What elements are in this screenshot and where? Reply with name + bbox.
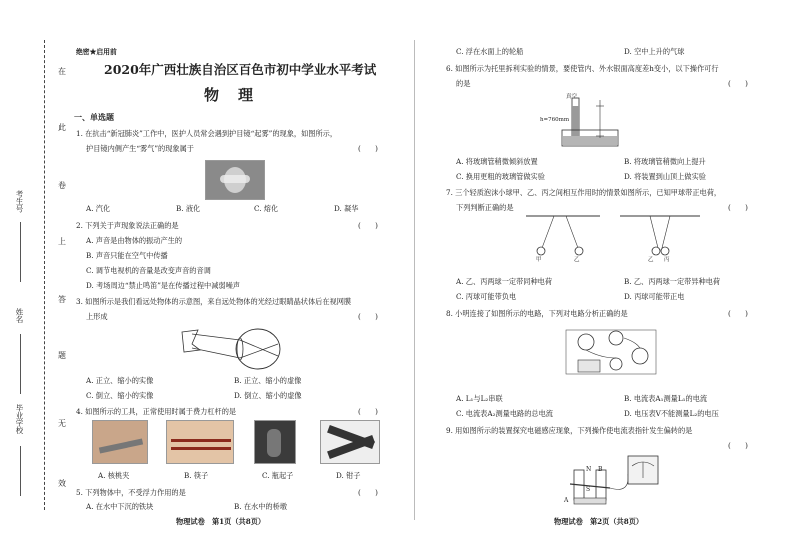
q7-stem-line1: 7. 三个轻质泡沫小球甲、乙、丙之间相互作用时的情景如图所示，已知甲球带正电荷， xyxy=(446,188,722,197)
q7-answer-paren[interactable]: ( ) xyxy=(728,203,748,212)
student-id-label: 考生号 xyxy=(15,190,24,213)
name-label: 姓名 xyxy=(15,308,24,323)
q7-option-c[interactable]: C. 丙球可能带负电 xyxy=(456,292,517,301)
q2-stem: 2. 下列关于声现象说法正确的是 xyxy=(76,221,179,230)
q1-option-b[interactable]: B. 液化 xyxy=(176,204,201,213)
section-heading: 一、单选题 xyxy=(74,112,114,122)
school-label: 毕业学校 xyxy=(15,404,24,434)
q1-option-d[interactable]: D. 凝华 xyxy=(334,204,359,213)
page1-footer: 物理试卷 第1页（共8页） xyxy=(176,517,266,526)
q9-stem: 9. 用如图所示的装置探究电磁感应现象，下列操作使电流表指针发生偏转的是 xyxy=(446,426,693,435)
student-id-field[interactable] xyxy=(20,222,21,282)
q9-answer-paren[interactable]: ( ) xyxy=(728,441,748,450)
q6-stem-line2: 的是 xyxy=(456,79,471,88)
seal-char: 此 xyxy=(58,123,66,132)
ball-label-jia: 甲 xyxy=(536,257,542,263)
seal-char: 卷 xyxy=(58,181,66,190)
torricelli-apparatus xyxy=(560,94,630,150)
bottle-opener-photo xyxy=(254,420,296,464)
q1-option-a[interactable]: A. 汽化 xyxy=(86,204,111,213)
q1-stem-line2: 护目镜内侧产生“雾气”的现象属于 xyxy=(86,144,194,153)
q3-option-d[interactable]: D. 倒立、缩小的虚像 xyxy=(234,391,302,400)
page-divider xyxy=(414,40,415,520)
q1-stem-line1: 1. 在抗击“新冠肺炎”工作中，医护人员常会遇到护目镜“起雾”的现象，如图所示， xyxy=(76,129,338,138)
q2-option-b[interactable]: B. 声音只能在空气中传播 xyxy=(86,251,168,260)
seal-char: 无 xyxy=(58,419,66,428)
chopsticks-photo xyxy=(166,420,234,464)
q2-answer-paren[interactable]: ( ) xyxy=(358,221,378,230)
q5-stem: 5. 下列物体中，不受浮力作用的是 xyxy=(76,488,186,497)
q8-option-b[interactable]: B. 电流表A₁测量L₁的电流 xyxy=(624,394,708,403)
q6-option-b[interactable]: B. 将玻璃管稍微向上提升 xyxy=(624,157,706,166)
q8-option-d[interactable]: D. 电压表V不能测量L₂的电压 xyxy=(624,409,719,418)
q5-option-c[interactable]: C. 浮在水面上的轮船 xyxy=(456,47,524,56)
q6-option-a[interactable]: A. 将玻璃管稍微倾斜放置 xyxy=(456,157,538,166)
subject-title: 物 理 xyxy=(204,86,256,104)
q3-option-c[interactable]: C. 倒立、缩小的实像 xyxy=(86,391,154,400)
ball-label-yi: 乙 xyxy=(574,257,580,263)
q5-option-a[interactable]: A. 在水中下沉的铁块 xyxy=(86,502,154,511)
seal-char: 在 xyxy=(58,67,66,76)
q3-answer-paren[interactable]: ( ) xyxy=(358,312,378,321)
q5-option-b[interactable]: B. 在水中的桥墩 xyxy=(234,502,287,511)
confidential-mark: 绝密★启用前 xyxy=(76,48,117,56)
q2-option-c[interactable]: C. 调节电视机的音量是改变声音的音调 xyxy=(86,266,211,275)
wire-a-label: A xyxy=(564,497,569,504)
school-field[interactable] xyxy=(20,446,21,496)
q4-option-c[interactable]: C. 瓶起子 xyxy=(262,471,294,480)
q7-option-d[interactable]: D. 丙球可能带正电 xyxy=(624,292,685,301)
seal-char: 效 xyxy=(58,479,66,488)
seal-char: 题 xyxy=(58,351,66,360)
q8-option-c[interactable]: C. 电流表A₂测量电路的总电流 xyxy=(456,409,553,418)
q7-option-b[interactable]: B. 乙、丙两球一定带异种电荷 xyxy=(624,277,721,286)
q6-option-d[interactable]: D. 将装置到山顶上做实验 xyxy=(624,172,706,181)
page2-footer: 物理试卷 第2页（共8页） xyxy=(554,517,644,526)
q3-stem-line1: 3. 如图所示是我们看远处物体的示意图，来自远处物体的光经过眼睛晶状体后在视网膜 xyxy=(76,297,352,306)
goggles-fog-photo xyxy=(205,160,265,200)
circuit-diagram xyxy=(556,322,666,382)
q4-option-d[interactable]: D. 钳子 xyxy=(336,471,361,480)
charged-balls-diagram xyxy=(520,212,720,264)
magnet-s-label: S xyxy=(586,486,591,493)
nutcracker-photo xyxy=(92,420,148,464)
q4-answer-paren[interactable]: ( ) xyxy=(358,407,378,416)
q3-option-a[interactable]: A. 正立、缩小的实像 xyxy=(86,376,154,385)
q8-answer-paren[interactable]: ( ) xyxy=(728,309,748,318)
q3-stem-line2: 上形成 xyxy=(86,312,108,321)
seal-char: 答 xyxy=(58,295,66,304)
q1-answer-paren[interactable]: ( ) xyxy=(358,144,378,153)
q5-option-d[interactable]: D. 空中上升的气球 xyxy=(624,47,685,56)
wire-b-label: B xyxy=(598,466,603,473)
ball-label-yi-2: 乙 xyxy=(648,257,654,263)
binding-line xyxy=(44,40,45,510)
q6-stem-line1: 6. 如图所示为托里拆利实验的情景，要使管内、外水银面高度差h变小，以下操作可行 xyxy=(446,64,719,73)
q6-option-c[interactable]: C. 换用更粗的玻璃管做实验 xyxy=(456,172,545,181)
q7-stem-line2: 下列判断正确的是 xyxy=(456,203,514,212)
induction-apparatus xyxy=(570,454,670,510)
eye-ray-diagram xyxy=(178,326,288,372)
height-label: h=760mm xyxy=(540,117,570,123)
pliers-photo xyxy=(320,420,380,464)
q3-option-b[interactable]: B. 正立、缩小的虚像 xyxy=(234,376,302,385)
q6-answer-paren[interactable]: ( ) xyxy=(728,79,748,88)
exam-title: 2020年广西壮族自治区百色市初中学业水平考试 xyxy=(104,62,377,77)
q5-answer-paren[interactable]: ( ) xyxy=(358,488,378,497)
q2-option-a[interactable]: A. 声音是由物体的振动产生的 xyxy=(86,236,183,245)
magnet-n-label: N xyxy=(586,466,592,473)
q1-option-c[interactable]: C. 熔化 xyxy=(254,204,279,213)
q8-option-a[interactable]: A. L₁与L₂串联 xyxy=(456,394,503,403)
q4-option-b[interactable]: B. 筷子 xyxy=(184,471,209,480)
vacuum-label: 真空 xyxy=(566,94,578,100)
name-field[interactable] xyxy=(20,334,21,394)
q2-option-d[interactable]: D. 考场周边“禁止鸣笛”是在传播过程中减弱噪声 xyxy=(86,281,240,290)
q4-stem: 4. 如图所示的工具，正常使用时属于费力杠杆的是 xyxy=(76,407,237,416)
q4-option-a[interactable]: A. 核桃夹 xyxy=(98,471,130,480)
q8-stem: 8. 小明连接了如图所示的电路，下列对电路分析正确的是 xyxy=(446,309,628,318)
ball-label-bing: 丙 xyxy=(664,257,670,263)
seal-char: 上 xyxy=(58,237,66,246)
q7-option-a[interactable]: A. 乙、丙两球一定带同种电荷 xyxy=(456,277,553,286)
